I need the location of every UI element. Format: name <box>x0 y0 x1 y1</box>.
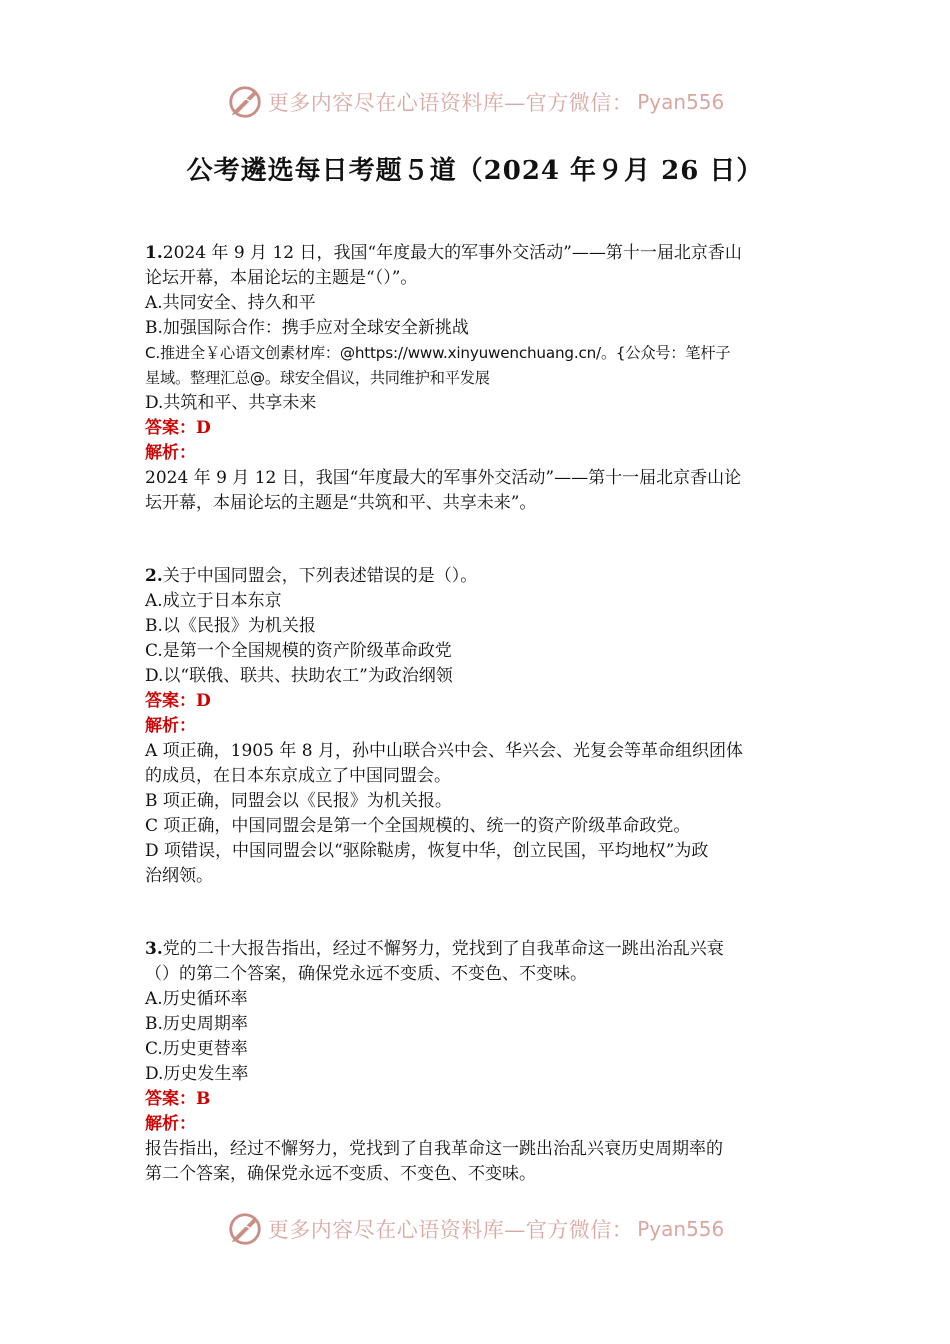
answer: 答案：D <box>145 418 211 438</box>
question-stem-line: （）的第二个答案，确保党永远不变质、不变色、不变味。 <box>145 964 587 984</box>
option-c-line: 星域。整理汇总@。球安全倡议，共同维护和平发展 <box>145 369 490 387</box>
answer: 答案：B <box>145 1089 211 1109</box>
footer-banner <box>0 1207 950 1251</box>
analysis-line: B 项正确，同盟会以《民报》为机关报。 <box>145 791 452 811</box>
option-a: A.历史循环率 <box>145 989 248 1009</box>
option-c: C.历史更替率 <box>145 1039 248 1059</box>
analysis-label: 解析： <box>145 716 196 736</box>
analysis-line: 治纲领。 <box>145 866 213 886</box>
analysis-line: C 项正确，中国同盟会是第一个全国规模的、统一的资产阶级革命政党。 <box>145 816 691 836</box>
question-number: 1. <box>145 243 163 263</box>
question-2 <box>145 564 810 889</box>
question-3 <box>145 937 810 1187</box>
question-stem-text: 关于中国同盟会，下列表述错误的是（）。 <box>162 566 478 586</box>
question-stem-line <box>145 241 810 266</box>
analysis-line: 坛开幕，本届论坛的主题是“共筑和平、共享未来”。 <box>145 493 537 513</box>
question-stem-line: 论坛开幕，本届论坛的主题是“（）”。 <box>145 268 418 288</box>
option-c-line: C.推进全￥心语文创素材库：@https://www.xinyuwenchuang.cn/。{公众号：笔杆子 <box>145 344 731 362</box>
answer: 答案：D <box>145 691 211 711</box>
analysis-line: 的成员，在日本东京成立了中国同盟会。 <box>145 766 451 786</box>
option-d: D.以“联俄、联共、扶助农工”为政治纲领 <box>145 666 453 686</box>
option-b: B.加强国际合作：携手应对全球安全新挑战 <box>145 318 469 338</box>
question-stem-text: 2024 年 9 月 12 日，我国“年度最大的军事外交活动”——第十一届北京香山 <box>162 243 742 263</box>
question-stem-text: 党的二十大报告指出，经过不懈努力，党找到了自我革命这一跳出治乱兴衰 <box>162 939 724 959</box>
option-a: A.成立于日本东京 <box>145 591 282 611</box>
option-b: B.历史周期率 <box>145 1014 248 1034</box>
option-a: A.共同安全、持久和平 <box>145 293 316 313</box>
option-d: D.共筑和平、共享未来 <box>145 393 317 413</box>
question-number: 3. <box>145 939 163 959</box>
page-title: 公考遴选每日考题５道（2024 年９月 26 日） <box>186 156 764 186</box>
banner-text: 更多内容尽在心语资料库—官方微信： <box>267 91 634 115</box>
analysis-line: 报告指出，经过不懈努力，党找到了自我革命这一跳出治乱兴衰历史周期率的 <box>145 1139 723 1159</box>
analysis-line: A 项正确，1905 年 8 月，孙中山联合兴中会、华兴会、光复会等革命组织团体 <box>145 741 743 761</box>
question-1 <box>145 241 810 516</box>
pen-circle-logo-icon <box>226 1210 264 1248</box>
option-b: B.以《民报》为机关报 <box>145 616 316 636</box>
analysis-line: D 项错误，中国同盟会以“驱除鞑虏，恢复中华，创立民国，平均地权”为政 <box>145 841 709 861</box>
question-number: 2. <box>145 566 163 586</box>
option-d: D.历史发生率 <box>145 1064 249 1084</box>
question-stem-line <box>145 937 810 962</box>
analysis-label: 解析： <box>145 1114 196 1134</box>
banner-text: 更多内容尽在心语资料库—官方微信： <box>267 1218 634 1242</box>
banner-wechat-id: Pyan556 <box>637 1217 725 1241</box>
option-c: C.是第一个全国规模的资产阶级革命政党 <box>145 641 452 661</box>
pen-circle-logo-icon <box>226 83 264 121</box>
analysis-line: 第二个答案，确保党永远不变质、不变色、不变味。 <box>145 1164 536 1184</box>
question-stem-line <box>145 564 810 589</box>
question-list <box>145 241 810 1235</box>
banner-wechat-id: Pyan556 <box>637 90 725 114</box>
header-banner <box>0 80 950 124</box>
analysis-line: 2024 年 9 月 12 日，我国“年度最大的军事外交活动”——第十一届北京香山论 <box>145 468 742 488</box>
analysis-label: 解析： <box>145 443 196 463</box>
